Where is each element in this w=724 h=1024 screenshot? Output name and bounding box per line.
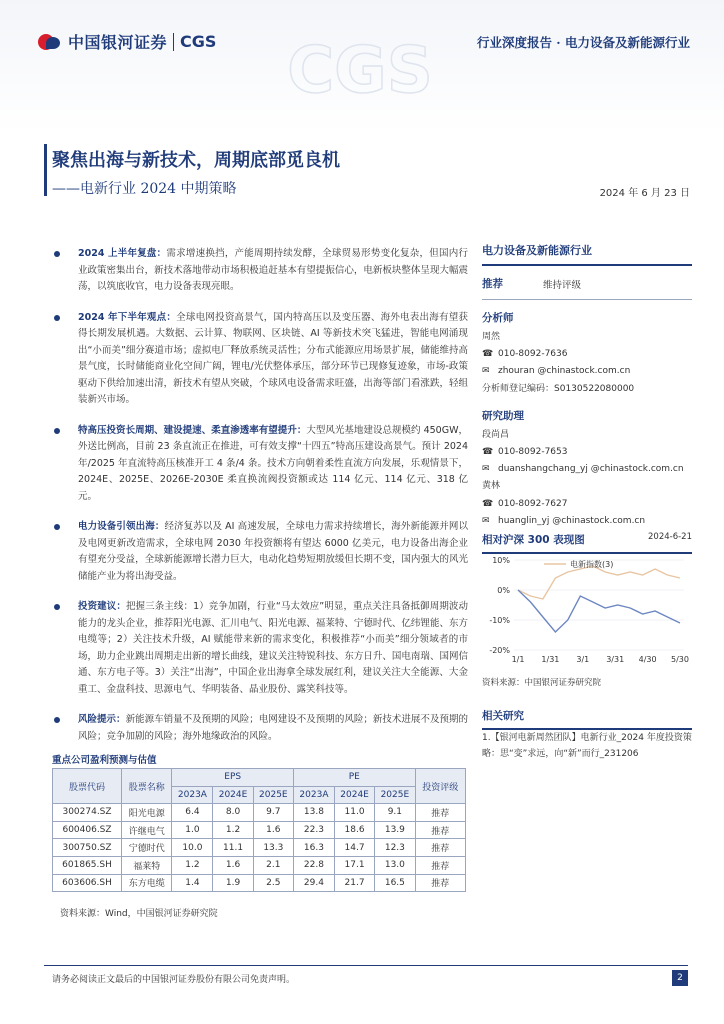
analyst-heading: 分析师 [482, 312, 514, 324]
table-row: 600406.SZ 许继电气 1.0 1.2 1.6 22.3 18.6 13.9 推荐 [53, 821, 466, 839]
logo-en: CGS [180, 32, 217, 51]
summary-column [52, 246, 468, 759]
x-tick-label: 3/31 [606, 655, 625, 664]
bullet-icon [54, 604, 60, 610]
chart-source: 资料来源：中国银河证券研究院 [482, 678, 602, 688]
email-icon: ✉ [482, 366, 490, 377]
summary-bullet: 投资建议：把握三条主线：1）竞争加剧，行业“马太效应”明显，重点关注具备抵御周期波动能力的龙头企业，推荐阳光电源、汇川电气、阳光电源、福莱特、宁德时代、亿纬锂能、东方电缆等；2）关注技术升级，AI 赋能带来新的需求变化，积极推荐“小而美”细分领域者的市场，助力企业跳出周期走出新的增长曲线，建议关注特锐科技、东方日升、国电南瑞、国网信通、东方电子等。3）关注“出海”，中国企业出海拿全球发展红利，建议关注大全能源、大金重工、金盘科技、思源电气、华明装备、晶业股份、露笑科技等。 [52, 599, 468, 698]
logo-mark-icon [38, 31, 62, 53]
table-row: 300274.SZ 阳光电源 6.4 8.0 9.7 13.8 11.0 9.1 推荐 [53, 804, 466, 822]
col-name: 股票名称 [122, 769, 172, 804]
bullet-icon [54, 315, 60, 321]
page-title: 聚焦出海与新技术，周期底部觅良机 [52, 150, 340, 171]
x-tick-label: 4/30 [638, 655, 657, 664]
col-eps: EPS [172, 769, 294, 787]
assistant-phone: 010-8092-7653 [498, 447, 568, 458]
analyst-email[interactable]: zhouran @chinastock.com.cn [498, 366, 631, 377]
phone-icon: ☎ [482, 447, 494, 458]
summary-bullet: 电力设备引领出海：经济复苏以及 AI 高速发展，全球电力需求持续增长，海外新能源并网以及电网更新改造需求，全球电网 2030 年投资额将有望达 6000 亿美元，电力设备出海企业有望充分受益，全球新能源增长潜力巨大，电动化趋势短期放缓但长期不变，国内强大的风光储能产业为将出海受益。 [52, 519, 468, 585]
phone-icon: ☎ [482, 349, 494, 360]
summary-bullet: 2024 上半年复盘：需求增速换挡，产能周期持续发酵，全球贸易形势变化复杂，但国内行业政策密集出台，新技术落地带动市场积极追赶基本有望提振信心，电新板块整体呈现大幅震荡，以筑底收官，电力设备表现亮眼。 [52, 246, 468, 296]
col-year: 2024E [334, 786, 374, 804]
col-year: 2025E [375, 786, 415, 804]
assistant-heading: 研究助理 [482, 409, 524, 422]
related-item[interactable]: 1.【银河电新周然团队】电新行业_2024 年度投资策略：思“变”求远，向“新”而行_231206 [482, 733, 692, 759]
page-subtitle: ——电新行业 2024 中期策略 [52, 181, 237, 197]
email-icon: ✉ [482, 515, 490, 526]
watermark-logo-icon [287, 10, 433, 130]
col-year: 2025E [253, 786, 293, 804]
industry-name: 电力设备及新能源行业 [482, 242, 692, 266]
summary-bullet: 2024 年下半年观点：全球电网投资高景气，国内特高压以及变压器、海外电表出海有望获得长期发展机遇。大数据、云计算、物联网、区块链、AI 等新技术突飞猛进，智能电网涌现出“小而美”细分赛道市场；虚拟电厂释放系统灵活性；分布式能源应用场景扩展，储能维持高景气度，长时储能商业化空间广阔，锂电/光伏整体承压，部分环节已现修复迹象，市场-政策驱动下供给加速出清，新技术有望从突破，个球风电设备需求旺盛，出海等部门看涨跌，轻组装新兴市场。 [52, 310, 468, 409]
y-tick-label: 10% [492, 556, 510, 565]
series-line-1 [518, 590, 680, 632]
chart-header [482, 532, 692, 554]
col-year: 2024E [213, 786, 253, 804]
bullet-icon [54, 251, 60, 257]
analyst-phone: 010-8092-7636 [498, 349, 568, 360]
email-icon: ✉ [482, 464, 490, 475]
performance-chart [482, 552, 692, 674]
x-tick-label: 1/31 [541, 655, 560, 664]
assistant-email[interactable]: duanshangchang_yj @chinastock.com.cn [498, 464, 684, 475]
table-row: 601865.SH 福莱特 1.2 1.6 2.1 22.8 17.1 13.0 推荐 [53, 856, 466, 874]
x-tick-label: 1/1 [511, 655, 525, 664]
table-row: 603606.SH 东方电缆 1.4 1.9 2.5 29.4 21.7 16.5 推荐 [53, 874, 466, 892]
chart-date: 2024-6-21 [648, 532, 692, 542]
page-number: 2 [672, 970, 688, 986]
assistant-name: 段尚昌 [482, 429, 510, 440]
analyst-cert: 分析师登记编码：S0130522080000 [482, 383, 635, 394]
col-year: 2023A [293, 786, 334, 804]
related-heading: 相关研究 [482, 708, 692, 730]
x-tick-label: 3/1 [576, 655, 590, 664]
col-pe: PE [293, 769, 415, 787]
phone-icon: ☎ [482, 498, 494, 509]
rating-label: 推荐 [482, 278, 503, 290]
col-rating: 投资评级 [415, 769, 465, 804]
rating-value: 维持评级 [543, 279, 582, 291]
y-tick-label: -20% [489, 646, 510, 655]
bullet-icon [54, 524, 60, 530]
summary-bullet: 风险提示：新能源车销量不及预期的风险；电网建设不及预期的风险；新技术进展不及预期的风险；竞争加剧的风险；海外地缘政治的风险。 [52, 712, 468, 745]
table-title: 重点公司盈利预测与估值 [52, 755, 157, 766]
y-tick-label: 0% [497, 586, 510, 595]
svg-text:CGS: CGS [287, 34, 433, 108]
report-date: 2024 年 6 月 23 日 [599, 188, 690, 199]
col-year: 2023A [172, 786, 213, 804]
header [0, 0, 724, 132]
analyst-name: 周然 [482, 332, 501, 342]
chart-title: 相对沪深 300 表现图 [482, 534, 585, 546]
bullet-icon [54, 428, 60, 434]
sidebar [482, 242, 692, 530]
assistant-name: 黄林 [482, 481, 501, 492]
footer-divider [44, 965, 688, 966]
col-code: 股票代码 [53, 769, 122, 804]
assistant-phone: 010-8092-7627 [498, 498, 568, 509]
forecast-table [52, 768, 466, 892]
x-tick-label: 5/30 [671, 655, 689, 664]
summary-bullet: 特高压投资长周期、建设提速、柔直渗透率有望提升：大型风光基地建设总规模约 450GW，外送比例高，目前 23 条直流正在推进，可有效支撑“十四五”特高压建设高景气。预计 2024 年/2025 年直流特高压核准开工 4 条/4 条。技术方向朝着柔性直流方向发展，乐观情景下，2024E、2025E、2026E-2030E 柔直换流阀投资额或达 114 亿元、114 亿元、318 亿元。 [52, 423, 468, 506]
table-source: 资料来源：Wind，中国银河证券研究院 [60, 909, 218, 919]
footer-disclaimer: 请务必阅读正文最后的中国银河证券股份有限公司免责声明。 [52, 975, 296, 985]
y-tick-label: -10% [489, 616, 510, 625]
assistant-email[interactable]: huanglin_yj @chinastock.com.cn [498, 515, 646, 526]
legend-label: 电新指数(3) [570, 560, 614, 569]
rating-box [482, 266, 692, 300]
series-line-0 [518, 566, 680, 599]
bullet-icon [54, 717, 60, 723]
report-type: 行业深度报告 · 电力设备及新能源行业 [476, 35, 690, 50]
logo-cn: 中国银河证券 [68, 33, 168, 52]
company-logo [38, 30, 216, 53]
title-accent-bar [44, 144, 47, 196]
table-row: 300750.SZ 宁德时代 10.0 11.1 13.3 16.3 14.7 12.3 推荐 [53, 839, 466, 857]
